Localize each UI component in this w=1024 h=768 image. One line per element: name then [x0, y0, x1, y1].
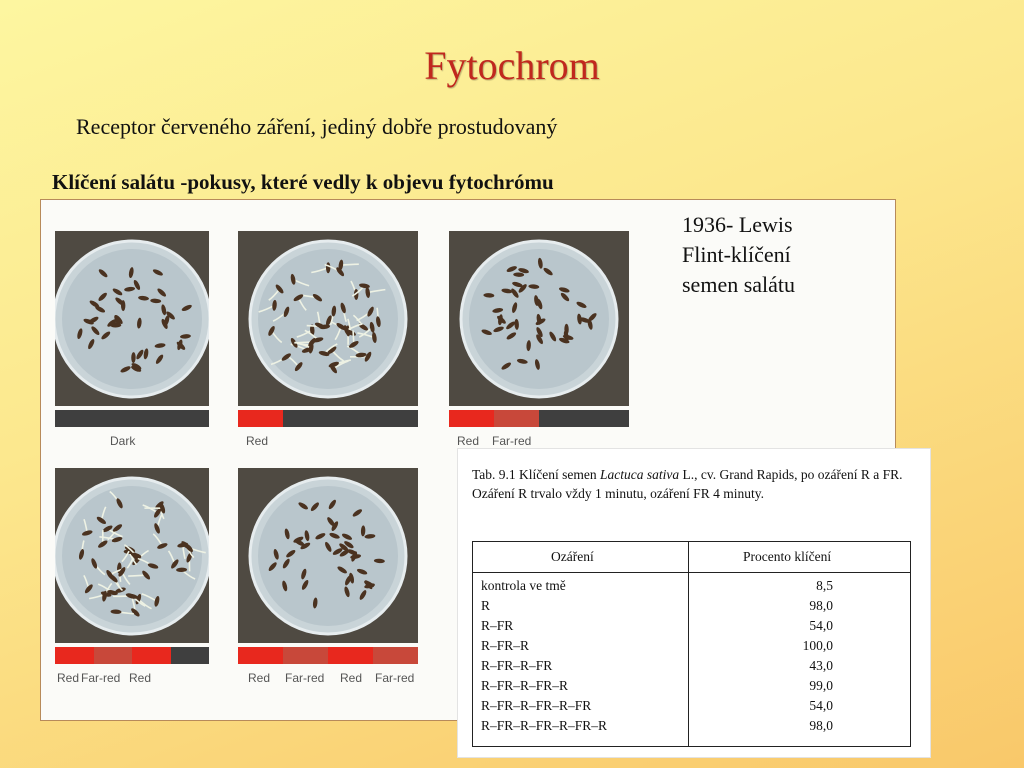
petri-dish-photo [55, 231, 209, 406]
slide-subtitle: Receptor červeného záření, jediný dobře prostudovaný [76, 114, 558, 139]
treatment-label: Far-red [285, 671, 325, 685]
germination-table-panel [457, 448, 931, 758]
header-divider [473, 572, 910, 573]
percent-cell: 54,0 [809, 618, 833, 633]
treatment-label: Far-red [492, 434, 532, 448]
germination-table [472, 541, 911, 747]
author-line: semen salátu [682, 272, 796, 297]
treatment-cell: R–FR [481, 618, 514, 633]
treatment-label: Red [129, 671, 152, 685]
petri-dish-photo [238, 468, 418, 643]
table-row [473, 658, 910, 678]
light-treatment-bar [449, 410, 629, 427]
light-treatment-bar [238, 410, 418, 427]
author-line: 1936- Lewis [682, 212, 793, 237]
caption-suffix: L., cv. Grand Rapids, po ozáření R a FR. Ozáření R trvalo vždy 1 minutu, ozáření FR 4 minuty. [472, 467, 903, 501]
treatment-cell: R–FR–R [481, 638, 530, 653]
treatment-segment [55, 647, 94, 664]
treatment-segment [132, 647, 171, 664]
percent-cell: 98,0 [809, 598, 833, 613]
caption-prefix: Tab. 9.1 Klíčení semen [472, 467, 601, 482]
light-treatment-bar [55, 647, 209, 664]
treatment-segment [238, 647, 283, 664]
column-header-treatment: Ozáření [551, 549, 594, 564]
treatment-segment [283, 647, 328, 664]
treatment-segment [171, 647, 210, 664]
treatment-segment [494, 410, 539, 427]
treatment-segment [283, 410, 418, 427]
column-header-percent: Procento klíčení [743, 549, 832, 564]
treatment-cell: R [481, 598, 491, 613]
treatment-label: Dark [110, 434, 136, 448]
treatment-cell: R–FR–R–FR–R [481, 678, 569, 693]
table-row [473, 618, 910, 638]
treatment-segment [238, 410, 283, 427]
petri-dish-photo [55, 468, 209, 643]
treatment-cell: R–FR–R–FR–R–FR–R [481, 718, 608, 733]
treatment-segment [94, 647, 133, 664]
treatment-cell: kontrola ve tmě [481, 578, 566, 593]
caption-species: Lactuca sativa [600, 467, 680, 482]
treatment-segment [55, 410, 209, 427]
treatment-segment [449, 410, 494, 427]
table-row [473, 698, 910, 718]
treatment-cell: R–FR–R–FR–R–FR [481, 698, 592, 713]
treatment-label: Red [248, 671, 271, 685]
light-treatment-bar [55, 410, 209, 427]
percent-cell: 98,0 [809, 718, 833, 733]
treatment-label: Red [340, 671, 363, 685]
treatment-cell: R–FR–R–FR [481, 658, 553, 673]
slide-title: Fytochrom [424, 43, 600, 88]
percent-cell: 54,0 [809, 698, 833, 713]
table-row [473, 718, 910, 738]
treatment-label: Far-red [81, 671, 121, 685]
table-row [473, 598, 910, 618]
treatment-label: Red [457, 434, 480, 448]
table-row [473, 578, 910, 598]
author-note [682, 210, 795, 300]
treatment-segment [328, 647, 373, 664]
light-treatment-bar [238, 647, 418, 664]
petri-dish-photo [238, 231, 418, 406]
percent-cell: 43,0 [809, 658, 833, 673]
table-row [473, 638, 910, 658]
treatment-segment [373, 647, 418, 664]
percent-cell: 100,0 [802, 638, 833, 653]
table-caption [472, 465, 922, 503]
treatment-label: Far-red [375, 671, 415, 685]
treatment-label: Red [57, 671, 80, 685]
treatment-label: Red [246, 434, 269, 448]
percent-cell: 8,5 [816, 578, 833, 593]
petri-dish-photo [449, 231, 629, 406]
treatment-segment [539, 410, 629, 427]
percent-cell: 99,0 [809, 678, 833, 693]
author-line: Flint-klíčení [682, 242, 791, 267]
table-row [473, 678, 910, 698]
section-heading: Klíčení salátu -pokusy, které vedly k objevu fytochrómu [52, 170, 554, 194]
